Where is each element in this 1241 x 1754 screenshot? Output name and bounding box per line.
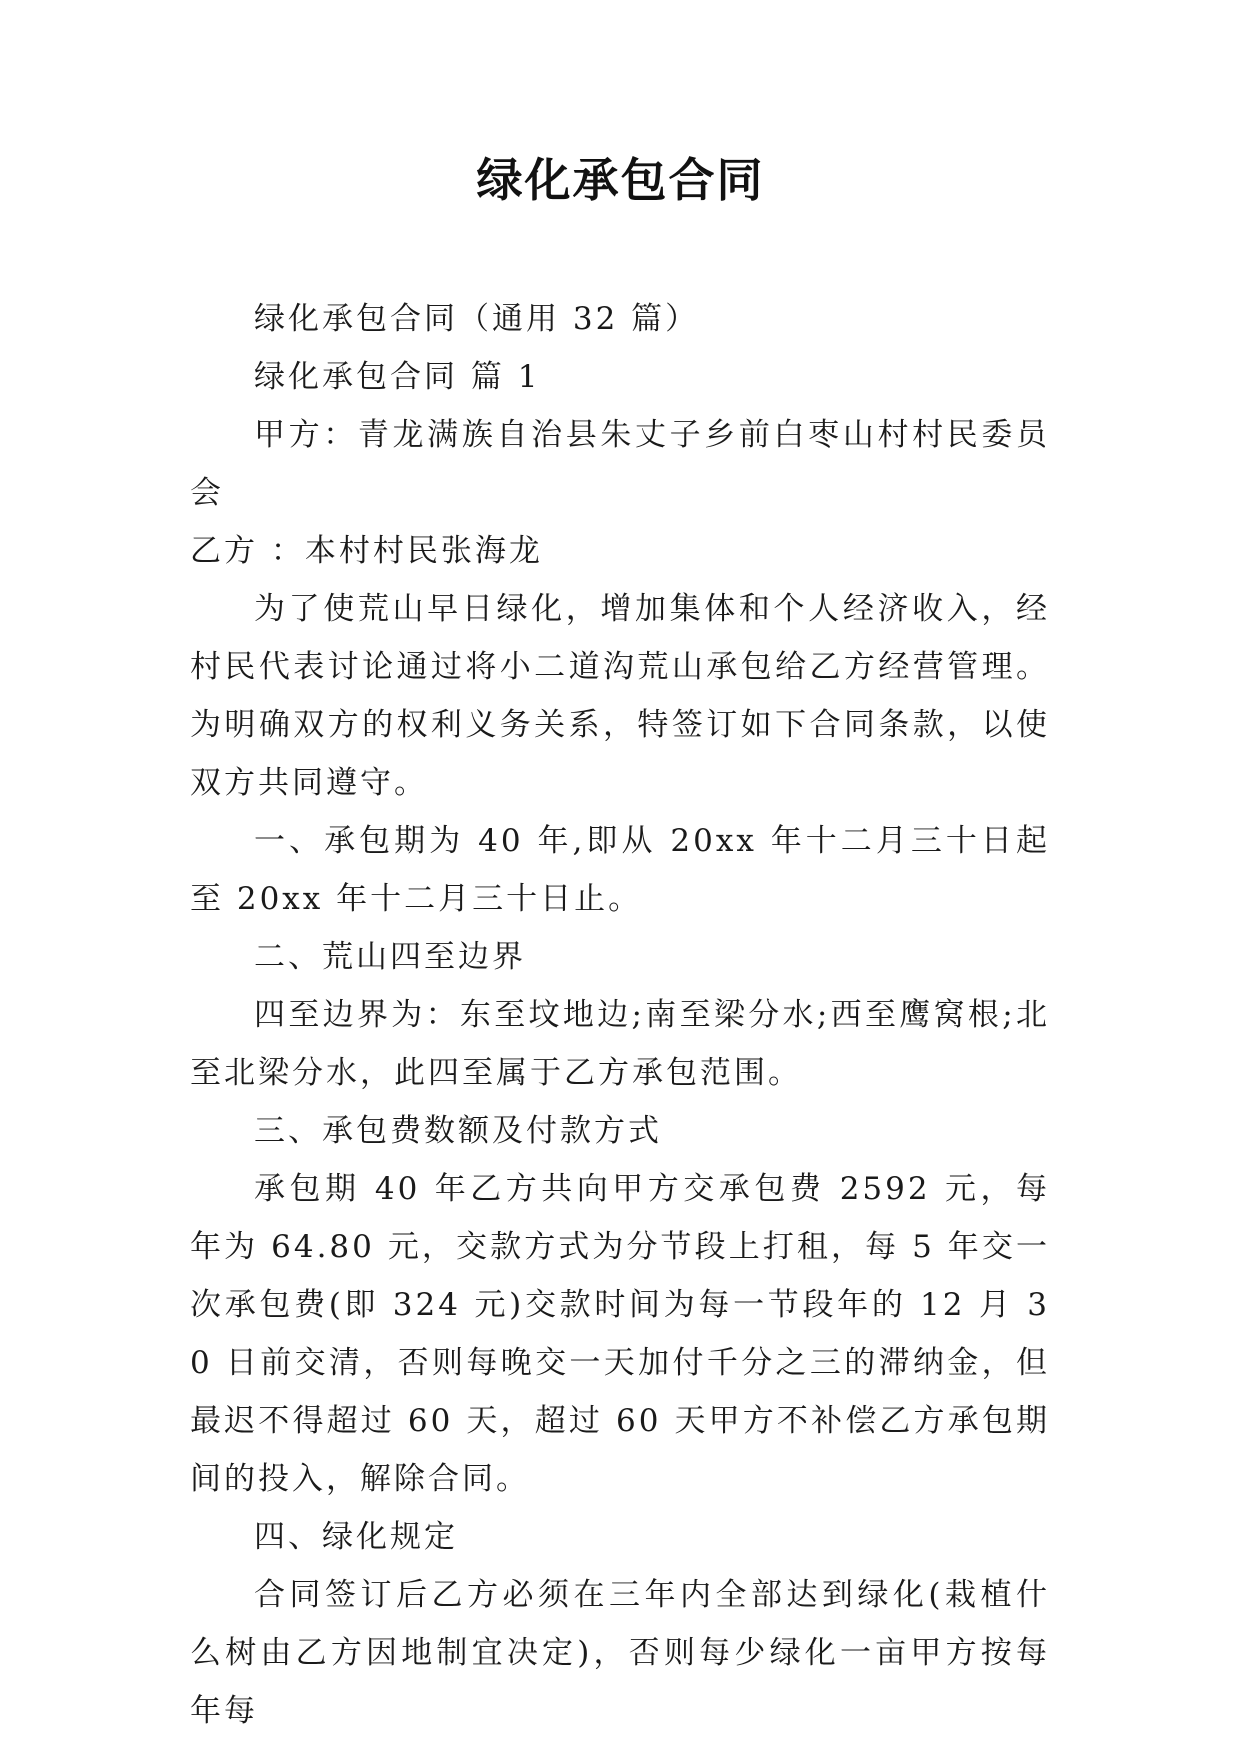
clause-4-paragraph: 合同签订后乙方必须在三年内全部达到绿化(栽植什么树由乙方因地制宜决定)，否则每少绿化一亩甲方按每年每 (190, 1577, 1050, 1729)
clause-2-heading: 二、荒山四至边界 (254, 939, 526, 975)
party-a-paragraph: 甲方：青龙满族自治县朱丈子乡前白枣山村村民委员会 (190, 417, 1050, 511)
document-body (190, 290, 1050, 1740)
piece-heading: 绿化承包合同 篇 1 (254, 359, 541, 395)
clause-3-paragraph: 承包期 40 年乙方共向甲方交承包费 2592 元，每年为 64.80 元，交款方式为分节段上打租，每 5 年交一次承包费(即 324 元)交款时间为每一节段年的 12 月 30 日前交清，否则每晚交一天加付千分之三的滞纳金，但最迟不得超过 60 天，超过 60 天甲方不补偿乙方承包期间的投入，解除合同。 (190, 1171, 1050, 1497)
subtitle-paragraph: 绿化承包合同（通用 32 篇） (254, 301, 700, 337)
document-title: 绿化承包合同 (476, 153, 765, 207)
clause-4-heading: 四、绿化规定 (254, 1519, 458, 1555)
clause-1-paragraph: 一、承包期为 40 年,即从 20xx 年十二月三十日起至 20xx 年十二月三十日止。 (190, 823, 1050, 917)
preamble-paragraph: 为了使荒山早日绿化，增加集体和个人经济收入，经村民代表讨论通过将小二道沟荒山承包给乙方经营管理。为明确双方的权利义务关系，特签订如下合同条款，以使双方共同遵守。 (190, 591, 1050, 801)
party-b-paragraph: 乙方 ：本村村民张海龙 (190, 533, 543, 569)
clause-2-paragraph: 四至边界为：东至坟地边;南至梁分水;西至鹰窝根;北至北梁分水，此四至属于乙方承包范围。 (190, 997, 1050, 1091)
clause-3-heading: 三、承包费数额及付款方式 (254, 1113, 662, 1149)
